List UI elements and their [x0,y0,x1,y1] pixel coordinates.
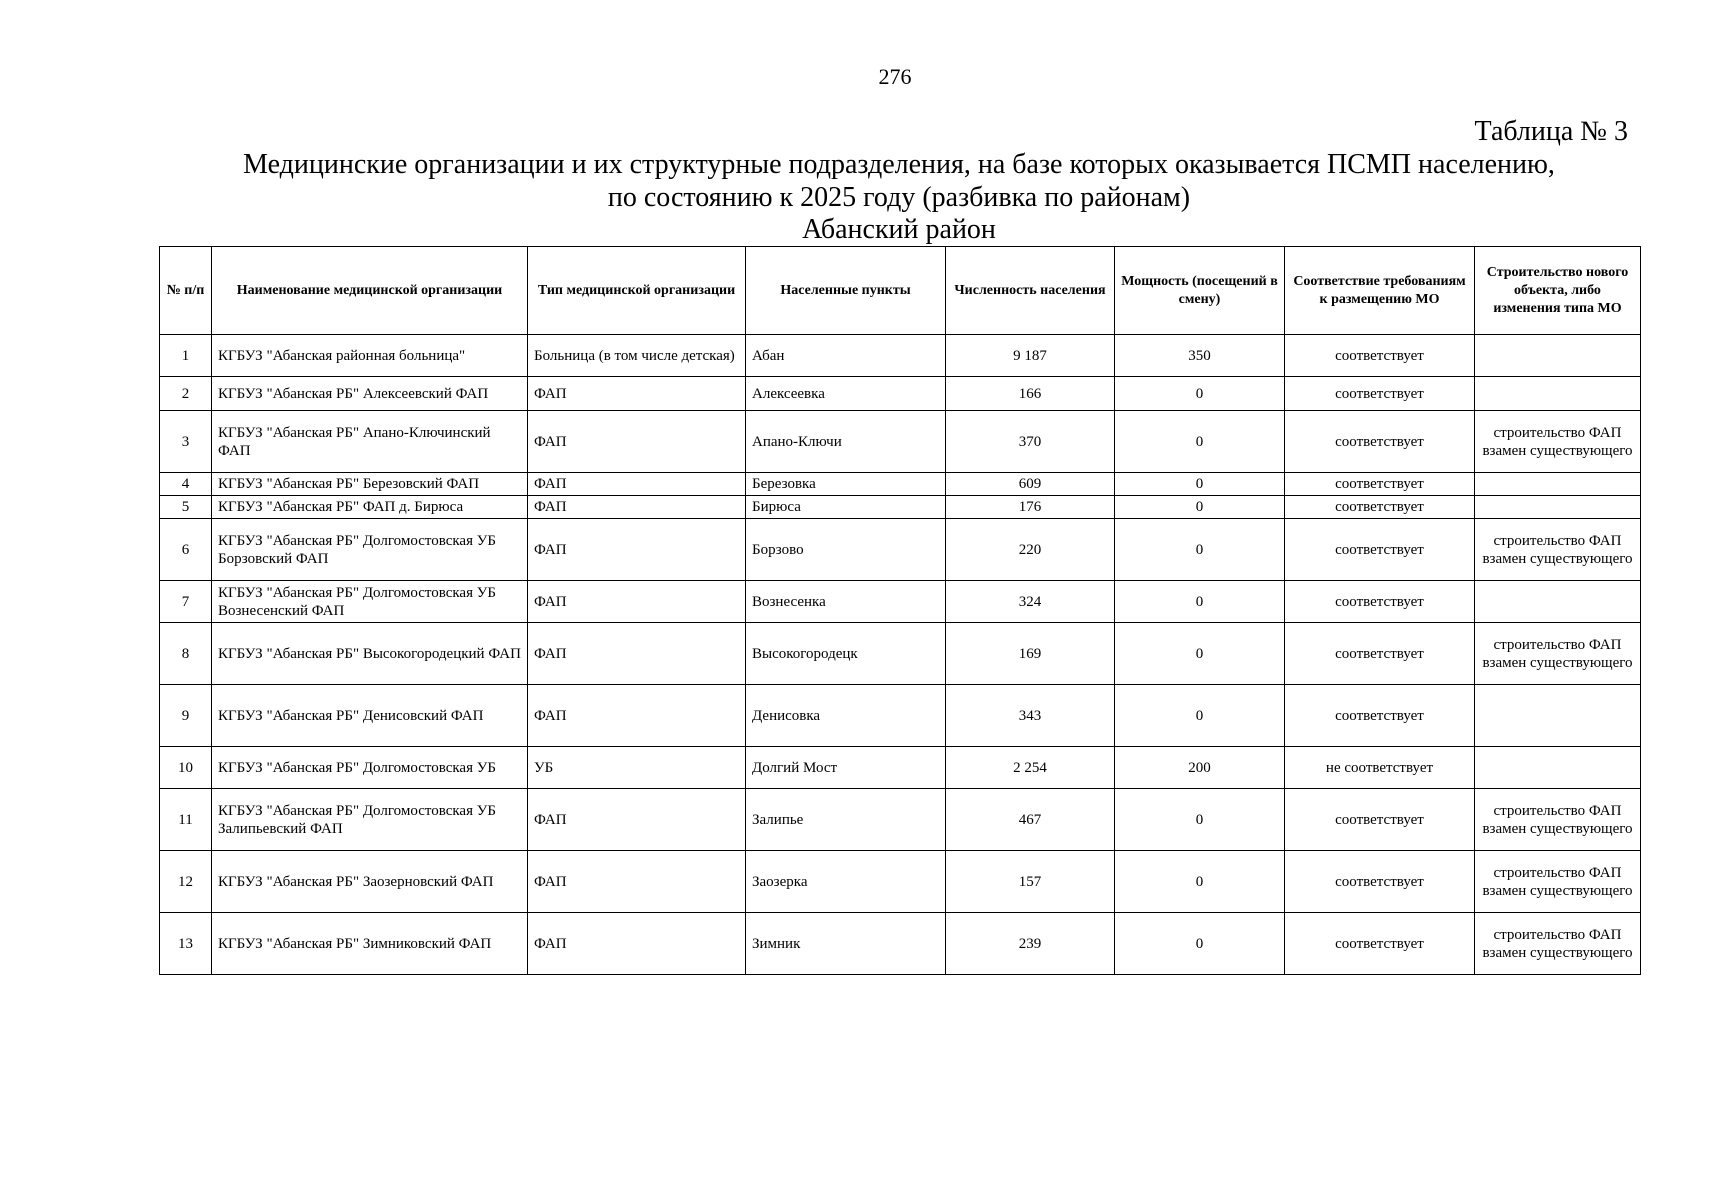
table-row [160,685,1641,747]
row-capacity: 0 [1115,519,1285,581]
row-population: 9 187 [946,335,1115,377]
row-construction [1475,581,1641,623]
row-name: КГБУЗ "Абанская РБ" Долгомостовская УБ Вознесенский ФАП [212,581,528,623]
header-construction: Строительство нового объекта, либо изменения типа МО [1475,247,1641,335]
table-row [160,913,1641,975]
row-construction: строительство ФАП взамен существующего [1475,623,1641,685]
row-name: КГБУЗ "Абанская РБ" Долгомостовская УБ Борзовский ФАП [212,519,528,581]
row-type: ФАП [528,789,746,851]
row-num: 12 [160,851,212,913]
row-type: ФАП [528,685,746,747]
table-row [160,747,1641,789]
district-heading: Абанский район [802,214,996,245]
row-construction [1475,496,1641,519]
row-construction: строительство ФАП взамен существующего [1475,913,1641,975]
row-capacity: 0 [1115,473,1285,496]
header-capacity: Мощность (посещений в смену) [1115,247,1285,335]
row-settlement: Заозерка [746,851,946,913]
row-capacity: 0 [1115,789,1285,851]
row-type: ФАП [528,623,746,685]
row-settlement: Залипье [746,789,946,851]
table-row [160,851,1641,913]
header-name: Наименование медицинской организации [212,247,528,335]
row-type: ФАП [528,377,746,411]
title-line-2: по состоянию к 2025 году (разбивка по районам) [607,182,1191,213]
row-construction [1475,747,1641,789]
row-num: 4 [160,473,212,496]
header-compliance: Соответствие требованиям к размещению МО [1285,247,1475,335]
row-population: 169 [946,623,1115,685]
row-type: Больница (в том числе детская) [528,335,746,377]
table-row [160,789,1641,851]
row-construction: строительство ФАП взамен существующего [1475,411,1641,473]
row-construction: строительство ФАП взамен существующего [1475,519,1641,581]
row-type: УБ [528,747,746,789]
row-type: ФАП [528,913,746,975]
row-num: 6 [160,519,212,581]
row-compliance: соответствует [1285,851,1475,913]
row-population: 324 [946,581,1115,623]
header-type: Тип медицинской организации [528,247,746,335]
row-num: 9 [160,685,212,747]
row-capacity: 200 [1115,747,1285,789]
row-settlement: Абан [746,335,946,377]
table-row [160,581,1641,623]
row-settlement: Зимник [746,913,946,975]
row-population: 176 [946,496,1115,519]
row-settlement: Борзово [746,519,946,581]
row-type: ФАП [528,496,746,519]
row-type: ФАП [528,473,746,496]
row-construction [1475,335,1641,377]
table-row [160,335,1641,377]
row-population: 467 [946,789,1115,851]
row-num: 8 [160,623,212,685]
row-population: 166 [946,377,1115,411]
row-compliance: соответствует [1285,581,1475,623]
row-type: ФАП [528,851,746,913]
row-name: КГБУЗ "Абанская РБ" Заозерновский ФАП [212,851,528,913]
row-construction: строительство ФАП взамен существующего [1475,789,1641,851]
row-compliance: соответствует [1285,335,1475,377]
row-num: 1 [160,335,212,377]
table-row [160,411,1641,473]
row-population: 2 254 [946,747,1115,789]
row-compliance: соответствует [1285,496,1475,519]
row-compliance: соответствует [1285,913,1475,975]
row-construction: строительство ФАП взамен существующего [1475,851,1641,913]
title-line-1: Медицинские организации и их структурные подразделения, на базе которых оказывается ПСМП населению, [243,149,1555,180]
row-settlement: Долгий Мост [746,747,946,789]
row-population: 370 [946,411,1115,473]
page-number: 276 [878,64,912,89]
row-capacity: 0 [1115,685,1285,747]
row-construction [1475,473,1641,496]
row-capacity: 0 [1115,851,1285,913]
row-name: КГБУЗ "Абанская РБ" Апано-Ключинский ФАП [212,411,528,473]
row-name: КГБУЗ "Абанская РБ" ФАП д. Бирюса [212,496,528,519]
row-compliance: соответствует [1285,789,1475,851]
row-num: 5 [160,496,212,519]
row-settlement: Алексеевка [746,377,946,411]
row-name: КГБУЗ "Абанская РБ" Долгомостовская УБ [212,747,528,789]
row-capacity: 0 [1115,581,1285,623]
row-compliance: соответствует [1285,377,1475,411]
row-name: КГБУЗ "Абанская РБ" Алексеевский ФАП [212,377,528,411]
row-num: 3 [160,411,212,473]
row-capacity: 0 [1115,377,1285,411]
row-name: КГБУЗ "Абанская РБ" Березовский ФАП [212,473,528,496]
table-row [160,496,1641,519]
header-num: № п/п [160,247,212,335]
document-title [159,148,1639,214]
header-settlements: Населенные пункты [746,247,946,335]
row-type: ФАП [528,519,746,581]
row-capacity: 0 [1115,411,1285,473]
row-num: 11 [160,789,212,851]
row-name: КГБУЗ "Абанская РБ" Долгомостовская УБ Залипьевский ФАП [212,789,528,851]
row-population: 239 [946,913,1115,975]
table-row [160,473,1641,496]
row-construction [1475,685,1641,747]
row-compliance: соответствует [1285,519,1475,581]
row-settlement: Вознесенка [746,581,946,623]
row-name: КГБУЗ "Абанская районная больница" [212,335,528,377]
row-population: 609 [946,473,1115,496]
row-name: КГБУЗ "Абанская РБ" Зимниковский ФАП [212,913,528,975]
row-settlement: Высокогородецк [746,623,946,685]
row-settlement: Бирюса [746,496,946,519]
row-population: 157 [946,851,1115,913]
row-name: КГБУЗ "Абанская РБ" Высокогородецкий ФАП [212,623,528,685]
row-settlement: Денисовка [746,685,946,747]
row-num: 13 [160,913,212,975]
row-compliance: соответствует [1285,473,1475,496]
row-compliance: соответствует [1285,623,1475,685]
row-compliance: не соответствует [1285,747,1475,789]
row-population: 220 [946,519,1115,581]
row-construction [1475,377,1641,411]
table-body [160,335,1641,975]
row-capacity: 0 [1115,623,1285,685]
table-row [160,623,1641,685]
row-num: 10 [160,747,212,789]
row-name: КГБУЗ "Абанская РБ" Денисовский ФАП [212,685,528,747]
row-population: 343 [946,685,1115,747]
row-capacity: 350 [1115,335,1285,377]
row-settlement: Апано-Ключи [746,411,946,473]
table-label: Таблица № 3 [1474,116,1628,147]
row-num: 7 [160,581,212,623]
row-type: ФАП [528,581,746,623]
row-compliance: соответствует [1285,411,1475,473]
row-type: ФАП [528,411,746,473]
table-row [160,377,1641,411]
row-compliance: соответствует [1285,685,1475,747]
row-capacity: 0 [1115,913,1285,975]
table-row [160,519,1641,581]
row-capacity: 0 [1115,496,1285,519]
table-header-row [160,247,1641,335]
facilities-table [159,246,1641,975]
row-settlement: Березовка [746,473,946,496]
row-num: 2 [160,377,212,411]
header-population: Численность населения [946,247,1115,335]
